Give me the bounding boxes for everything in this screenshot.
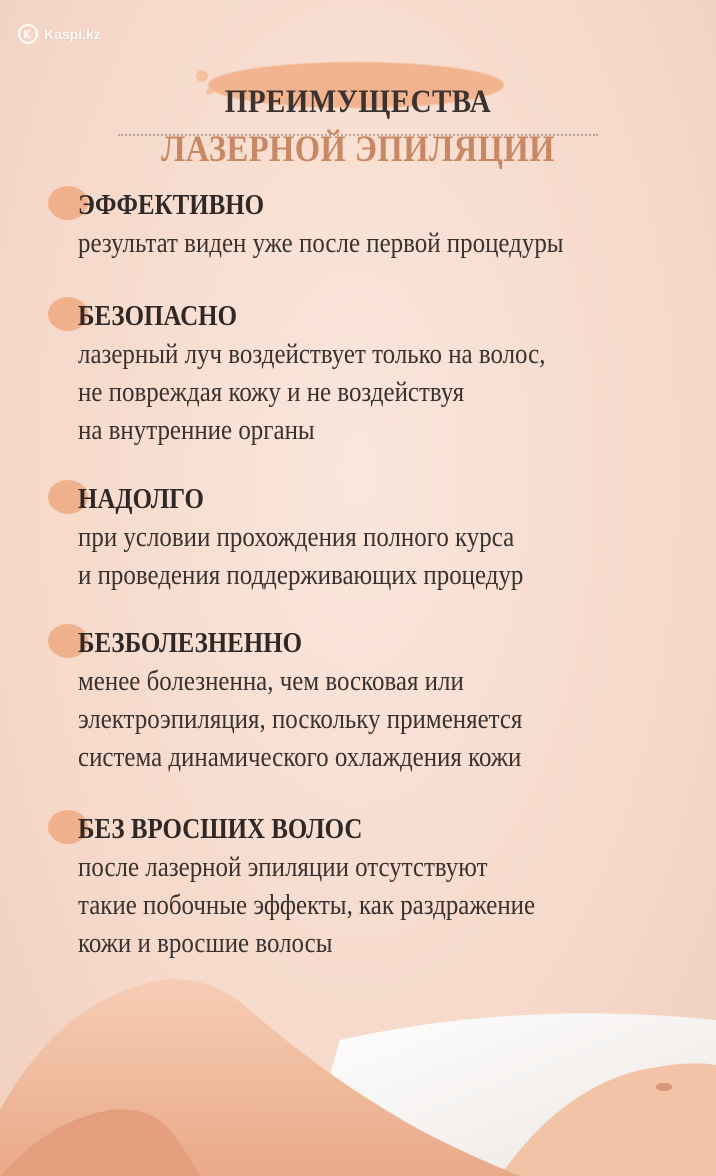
benefit-heading: НАДОЛГО xyxy=(78,483,204,515)
benefit-text: электроэпиляция, поскольку применяется xyxy=(78,703,523,735)
benefit-item xyxy=(78,810,698,962)
benefit-text: при условии прохождения полного курса xyxy=(78,521,515,553)
benefit-text: лазерный луч воздействует только на волос, xyxy=(78,338,546,370)
benefit-item xyxy=(78,297,698,449)
benefit-item xyxy=(78,624,698,776)
benefit-text: кожи и вросшие волосы xyxy=(78,927,333,959)
kaspi-logo-icon xyxy=(18,24,38,44)
benefit-text: после лазерной эпиляции отсутствуют xyxy=(78,851,488,883)
title-line-1: ПРЕИМУЩЕСТВА xyxy=(224,84,492,120)
benefit-text: не повреждая кожу и не воздействуя xyxy=(78,376,465,408)
legs-photo xyxy=(0,960,716,1176)
title-dot xyxy=(196,70,208,82)
benefit-heading: ЭФФЕКТИВНО xyxy=(78,189,265,221)
navel xyxy=(656,1083,672,1091)
benefit-text: такие побочные эффекты, как раздражение xyxy=(78,889,536,921)
title-line-2: ЛАЗЕРНОЙ ЭПИЛЯЦИИ xyxy=(161,129,555,170)
watermark-text: Kaspi.kz xyxy=(44,26,101,42)
kaspi-watermark xyxy=(18,24,101,44)
benefit-text: результат виден уже после первой процедуры xyxy=(78,227,564,259)
dotted-divider xyxy=(118,134,598,136)
benefit-heading: БЕЗБОЛЕЗНЕННО xyxy=(78,627,302,659)
benefit-heading: БЕЗОПАСНО xyxy=(78,300,237,332)
benefit-text: и проведения поддерживающих процедур xyxy=(78,559,524,591)
benefit-heading: БЕЗ ВРОСШИХ ВОЛОС xyxy=(78,813,363,845)
benefit-text: система динамического охлаждения кожи xyxy=(78,741,522,773)
benefit-item xyxy=(78,186,698,262)
benefit-item xyxy=(78,480,698,594)
benefit-text: менее болезненна, чем восковая или xyxy=(78,665,464,697)
benefit-text: на внутренние органы xyxy=(78,414,315,446)
